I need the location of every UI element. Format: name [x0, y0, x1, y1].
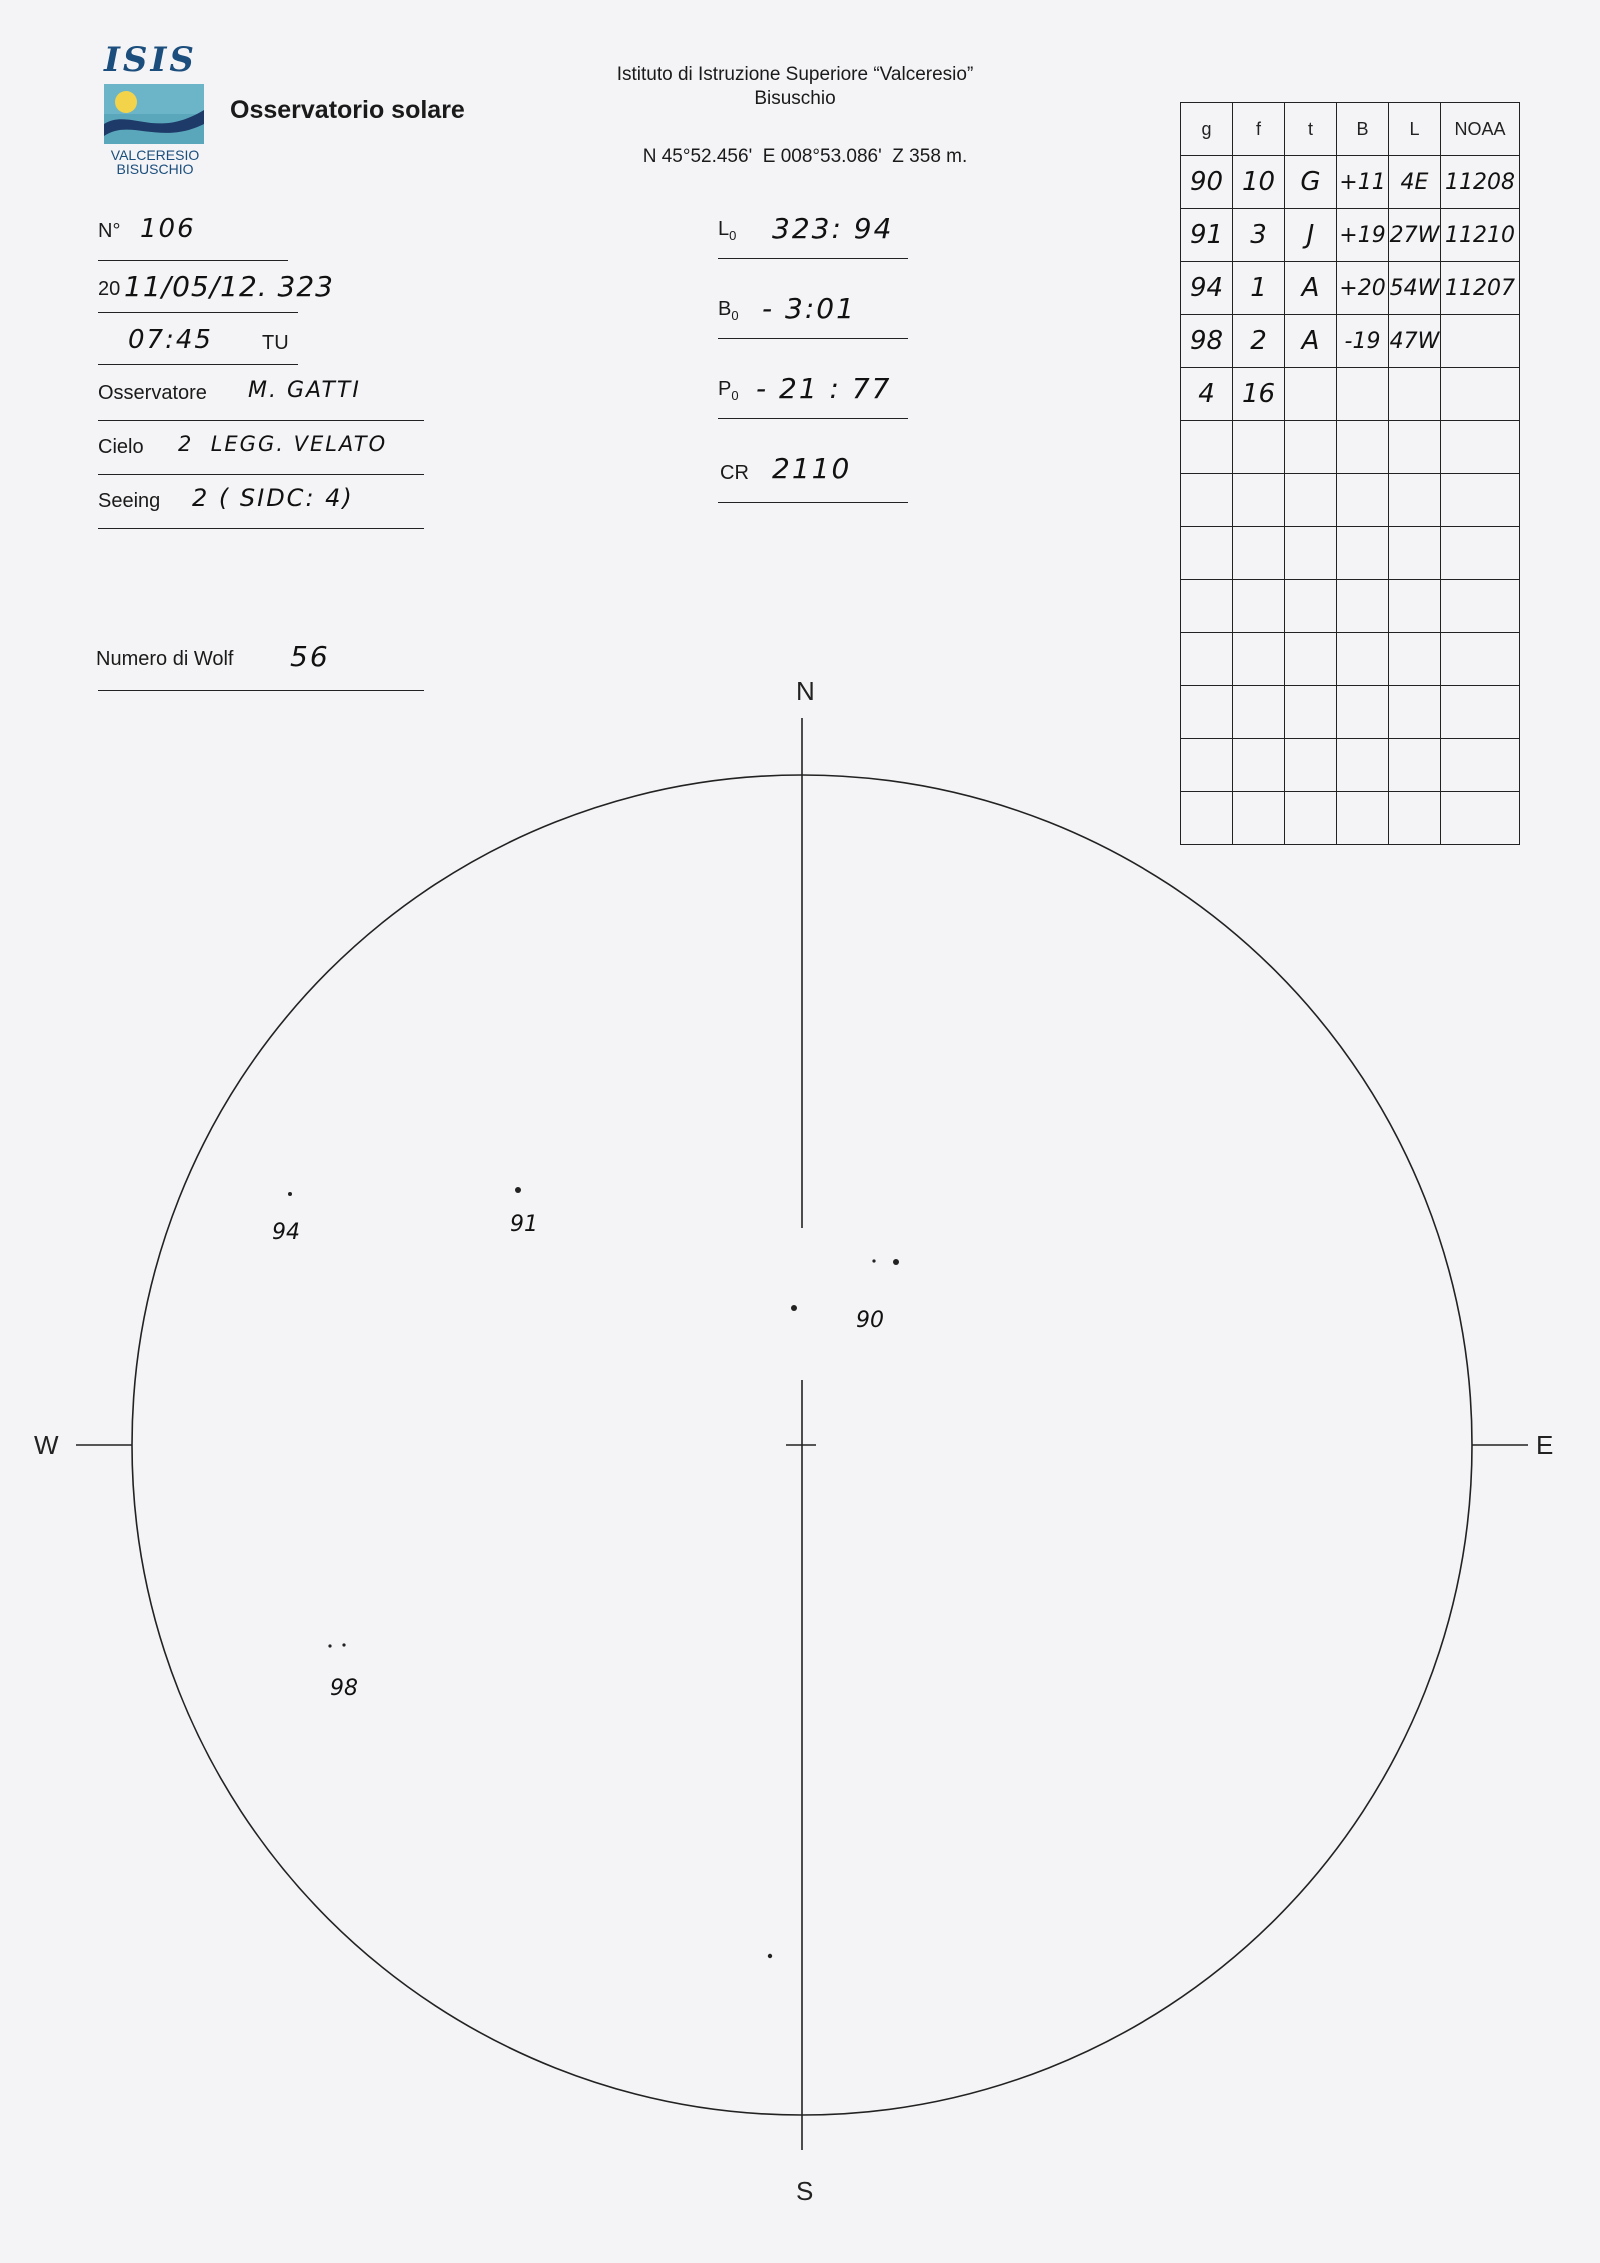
sunspot [893, 1259, 899, 1265]
p0-label-sub: 0 [731, 388, 739, 403]
table-cell: 47W [1389, 315, 1441, 368]
p0-label-text: P [718, 378, 732, 400]
table-cell: 3 [1233, 209, 1285, 262]
sunspot [768, 1954, 772, 1958]
table-cell: 16 [1233, 368, 1285, 421]
l0-label-sub: 0 [729, 228, 737, 243]
table-cell: 1 [1233, 262, 1285, 315]
table-cell: 4E [1389, 156, 1441, 209]
table-cell: t [1285, 103, 1337, 156]
table-cell: 90 [1181, 156, 1233, 209]
table-cell: 54W [1389, 262, 1441, 315]
north-label: N [796, 676, 815, 706]
group-label-98: 98 [330, 1676, 358, 1701]
table-cell: 10 [1233, 156, 1285, 209]
sunspot [288, 1192, 292, 1196]
sheet-number-label: N° [98, 220, 121, 242]
table-cell: NOAA [1441, 103, 1520, 156]
cr-label: CR [720, 462, 749, 484]
sunspot [342, 1643, 345, 1646]
table-cell: 11208 [1441, 156, 1520, 209]
group-label-94: 94 [272, 1220, 300, 1245]
observer-label: Osservatore [98, 382, 207, 404]
sunspot [791, 1305, 797, 1311]
table-cell: -19 [1337, 315, 1389, 368]
b0-label-sub: 0 [731, 308, 739, 323]
wolf-number-label: Numero di Wolf [96, 648, 234, 670]
table-cell: +19 [1337, 209, 1389, 262]
east-label: E [1536, 1430, 1554, 1460]
table-cell: 2 [1233, 315, 1285, 368]
table-cell: 94 [1181, 262, 1233, 315]
west-label: W [34, 1430, 59, 1460]
date-value: 11/05/12. 323 [124, 270, 334, 303]
page-title: Osservatorio solare [230, 96, 465, 124]
wolf-number-value: 56 [290, 640, 330, 673]
table-cell: J [1285, 209, 1337, 262]
institute-town: Bisuschio [754, 88, 836, 109]
table-cell: 11210 [1441, 209, 1520, 262]
b0-label-text: B [718, 298, 732, 320]
b0-value: - 3:01 [762, 292, 856, 325]
sky-label: Cielo [98, 436, 144, 458]
table-cell: L [1389, 103, 1441, 156]
seeing-value: 2 ( SIDC: 4) [192, 484, 354, 512]
group-label-91: 91 [510, 1212, 538, 1237]
group-label-90: 90 [856, 1308, 884, 1333]
table-cell: B [1337, 103, 1389, 156]
sky-value: 2 LEGG. VELATO [178, 432, 388, 456]
date-prefix: 20 [98, 278, 121, 300]
sunspot [872, 1259, 875, 1262]
logo-brand: ISIS [104, 40, 197, 80]
table-cell: +20 [1337, 262, 1389, 315]
seeing-label: Seeing [98, 490, 161, 512]
table-cell: 27W [1389, 209, 1441, 262]
institute-name: Istituto di Istruzione Superiore “Valceresio” [616, 64, 974, 85]
observatory-coordinates: N 45°52.456' E 008°53.086' Z 358 m. [642, 146, 968, 167]
l0-label-text: L [718, 218, 730, 240]
logo-line1: VALCERESIO [110, 147, 200, 163]
logo-line2: BISUSCHIO [116, 161, 194, 177]
table-cell: A [1285, 315, 1337, 368]
l0-value: 323: 94 [772, 212, 894, 245]
table-cell: A [1285, 262, 1337, 315]
time-value: 07:45 [128, 325, 213, 355]
observer-value: M. GATTI [248, 378, 361, 403]
table-cell: 11207 [1441, 262, 1520, 315]
table-cell: f [1233, 103, 1285, 156]
sunspot [515, 1187, 521, 1193]
table-cell: +11 [1337, 156, 1389, 209]
sheet-number-value: 106 [140, 214, 196, 244]
table-cell: G [1285, 156, 1337, 209]
table-cell: 4 [1181, 368, 1233, 421]
sunspot [328, 1644, 331, 1647]
south-label: S [796, 2176, 814, 2206]
table-cell: 91 [1181, 209, 1233, 262]
p0-value: - 21 : 77 [756, 372, 892, 405]
table-cell: g [1181, 103, 1233, 156]
cr-value: 2110 [772, 452, 852, 485]
time-unit: TU [262, 332, 289, 354]
table-cell: 98 [1181, 315, 1233, 368]
